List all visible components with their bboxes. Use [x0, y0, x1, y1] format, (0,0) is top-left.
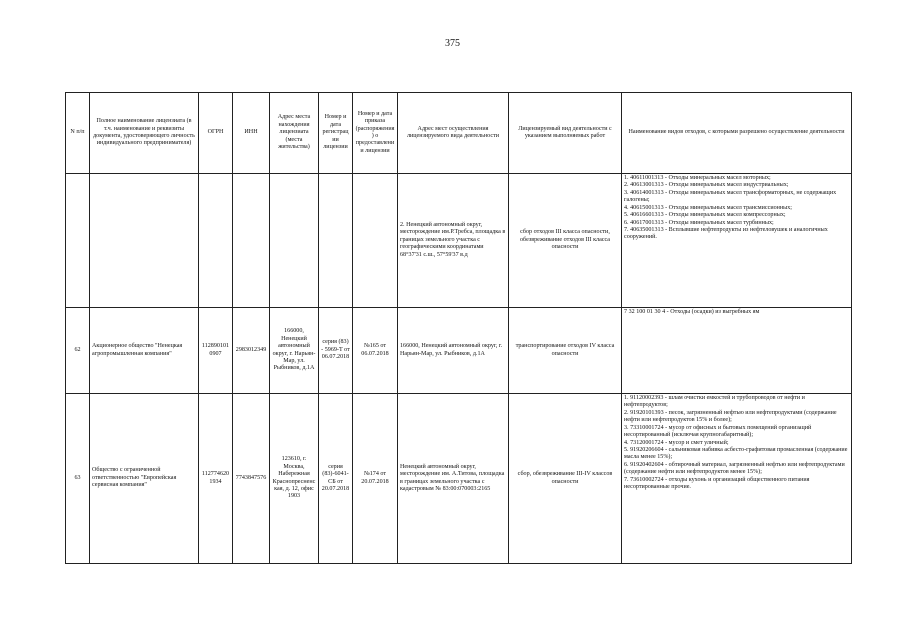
waste-item: 2. 91920101393 - песок, загрязненный нефтью или нефтепродуктами (содержание нефти или нефтепродуктов 15% и более); — [624, 409, 837, 424]
cell-ogrn: 1128901010907 — [199, 308, 233, 394]
cell-license: серия (83) - 5969-Т от 06.07.2018 — [319, 308, 353, 394]
license-registry-table — [65, 92, 852, 564]
cell-name: Общество с ограниченной ответственностью "Европейская сервисная компания" — [90, 394, 199, 564]
cell-place: 2. Ненецкий автономный округ, месторождение им.Р.Требса, площадка в границах земельного участка с географическими координатами 68°37'31 с.ш., 57°59'37 в.д — [398, 174, 509, 308]
waste-item: 7. 73610002724 - отходы кухонь и организаций общественного питания несортированные прочие. — [624, 476, 810, 491]
cell-empty — [66, 174, 90, 308]
waste-item: 4. 73120001724 - мусор и смет уличный; — [624, 439, 729, 446]
waste-item: 5. 40616601313 - Отходы минеральных масел компрессорных; — [624, 212, 786, 219]
cell-empty — [319, 174, 353, 308]
cell-empty — [90, 174, 199, 308]
header-inn: ИНН — [233, 93, 270, 174]
waste-item: 3. 73310001724 - мусор от офисных и бытовых помещений организаций несортированный (исключая крупногабаритный); — [624, 424, 812, 439]
cell-waste-list — [622, 174, 852, 308]
waste-item: 7. 40635001313 - Всплывшие нефтепродукты из нефтеловушек и аналогичных сооружений. — [624, 226, 828, 241]
cell-num: 62 — [66, 308, 90, 394]
waste-item: 7 32 100 01 30 4 - Отходы (осадки) из выгребных ям — [624, 309, 760, 315]
waste-item: 1. 40611001313 - Отходы минеральных масел моторных; — [624, 175, 771, 181]
cell-ogrn: 1127746201934 — [199, 394, 233, 564]
table-row-63 — [66, 394, 852, 564]
cell-inn: 2983012349 — [233, 308, 270, 394]
waste-item: 6. 40617001313 - Отходы минеральных масел турбинных; — [624, 219, 774, 226]
cell-place: Ненецкий автономный округ, месторождение им. А.Титова, площадка в границах земельного участка с кадастровым № 83:00:070003:2165 — [398, 394, 509, 564]
table-row-continuation — [66, 174, 852, 308]
waste-item: 1. 91120002393 - шлам очистки емкостей и трубопроводов от нефти и нефтепродуктов; — [624, 395, 805, 409]
cell-activity: сбор, обезвреживание III-IV классов опасности — [509, 394, 622, 564]
waste-item: 4. 40615001313 - Отходы минеральных масел трансмиссионных; — [624, 204, 793, 211]
cell-num: 63 — [66, 394, 90, 564]
cell-address: 166000, Ненецкий автономный округ, г. Нарьян-Мар, ул. Рыбников, д.1А — [270, 308, 319, 394]
cell-waste-list — [622, 308, 852, 394]
header-row — [66, 93, 852, 174]
cell-waste-list — [622, 394, 852, 564]
cell-name: Акционерное общество "Ненецкая агропромышленная компания" — [90, 308, 199, 394]
cell-order: №165 от 06.07.2018 — [353, 308, 398, 394]
header-waste: Наименование видов отходов, с которыми разрешено осуществление деятельности — [622, 93, 852, 174]
cell-license: серия (83)-6041-СБ от 20.07.2018 — [319, 394, 353, 564]
header-name: Полное наименование лицензиата (в т.ч. наименование и реквизиты документа, удостоверяющего личность индивидуального предпринимателя) — [90, 93, 199, 174]
header-place: Адрес мест осуществления лицензируемого вида деятельности — [398, 93, 509, 174]
cell-empty — [353, 174, 398, 308]
header-license: Номер и дата регистрации лицензии — [319, 93, 353, 174]
cell-empty — [199, 174, 233, 308]
page-number: 375 — [445, 38, 460, 49]
cell-address: 123610, г. Москва, Набережная Краснопресненская, д. 12, офис 1903 — [270, 394, 319, 564]
header-address: Адрес места нахождения лицензиата (места жительства) — [270, 93, 319, 174]
header-order: Номер и дата приказа (распоряжения) о предоставлении лицензии — [353, 93, 398, 174]
cell-activity: сбор отходов III класса опасности, обезвреживание отходов III класса опасности — [509, 174, 622, 308]
cell-place: 166000, Ненецкий автономный округ, г. Нарьян-Мар, ул. Рыбников, д.1А — [398, 308, 509, 394]
header-activity: Лицензируемый вид деятельности с указанием выполняемых работ — [509, 93, 622, 174]
waste-item: 5. 91920206604 - сальниковая набивка асбесто-графитовая промасленная (содержание масла менее 15%); — [624, 446, 848, 461]
cell-empty — [270, 174, 319, 308]
cell-empty — [233, 174, 270, 308]
cell-inn: 7743847576 — [233, 394, 270, 564]
table-row-62 — [66, 308, 852, 394]
header-num: N п/п — [66, 93, 90, 174]
cell-activity: транспортирование отходов IV класса опасности — [509, 308, 622, 394]
waste-item: 2. 40613001313 - Отходы минеральных масел индустриальных; — [624, 182, 789, 189]
waste-item: 6. 91920402604 - обтирочный материал, загрязненный нефтью или нефтепродуктами (содержание нефти или нефтепродуктов менее 15%); — [624, 461, 845, 476]
header-ogrn: ОГРН — [199, 93, 233, 174]
cell-order: №174 от 20.07.2018 — [353, 394, 398, 564]
waste-item: 3. 40614001313 - Отходы минеральных масел трансформаторных, не содержащих галогены; — [624, 189, 837, 204]
